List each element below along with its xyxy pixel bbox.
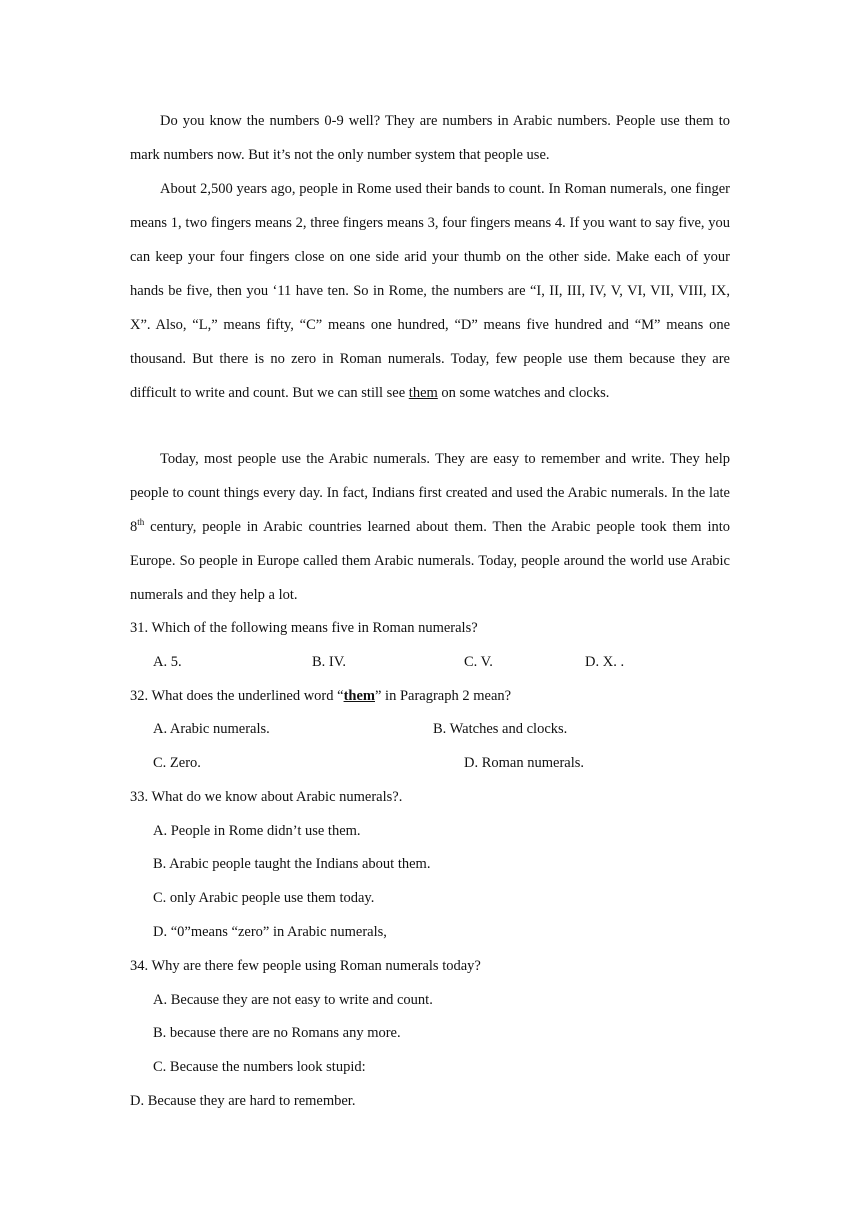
- question-31-stem: 31. Which of the following means five in Roman numerals?: [130, 620, 478, 636]
- question-31-option-a[interactable]: A. 5.: [153, 654, 182, 670]
- passage-paragraph-1: Do you know the numbers 0-9 well? They are numbers in Arabic numbers. People use them to mark numbers now. But it’s not the only number system that people use.: [130, 113, 730, 163]
- question-33-option-c[interactable]: C. only Arabic people use them today.: [153, 890, 375, 906]
- question-33-stem: 33. What do we know about Arabic numerals?.: [130, 789, 403, 805]
- paragraph-3-text: Today, most people use the Arabic numerals. They are easy to remember and write. They help people to count things every day. In fact, Indians first created and used the Arabic numerals. In the late 8: [130, 451, 730, 535]
- question-32-stem: 32. What does the underlined word “them” in Paragraph 2 mean?: [130, 688, 512, 704]
- question-33-option-a[interactable]: A. People in Rome didn’t use them.: [153, 823, 361, 839]
- paragraph-2-text: About 2,500 years ago, people in Rome used their bands to count. In Roman numerals, one finger means 1, two fingers means 2, three fingers means 3, four fingers means 4. If you want to say five, you can keep your four fingers close on one side arid your thumb on the other side. Make each of your hands be five, then you ‘11 have ten. So in Rome, the numbers are “I, II, III, IV, V, VI, VII, VIII, IX, X”. Also, “L,” means fifty, “C” means one hundred, “D” means five hundred and “M” means one thousand. But there is no zero in Roman numerals. Today, few people use them because they are difficult to write and count. But we can still see: [130, 181, 730, 401]
- question-34-option-b[interactable]: B. because there are no Romans any more.: [153, 1025, 401, 1041]
- underlined-bold-them: them: [343, 688, 375, 704]
- paragraph-3-ending: century, people in Arabic countries learned about them. Then the Arabic people took them into Europe. So people in Europe called them Arabic numerals. Today, people around the world use Arabic numerals and they help a lot.: [130, 519, 730, 603]
- question-33-option-d[interactable]: D. “0”means “zero” in Arabic numerals,: [153, 924, 387, 940]
- passage-paragraph-2: [130, 172, 730, 410]
- superscript-th: th: [137, 517, 145, 528]
- question-31-option-b[interactable]: B. IV.: [312, 654, 346, 670]
- question-34-option-d[interactable]: D. Because they are hard to remember.: [130, 1093, 356, 1109]
- question-32-option-d[interactable]: D. Roman numerals.: [464, 755, 585, 771]
- underlined-word-them: them: [408, 385, 438, 401]
- paragraph-2-ending: on some watches and clocks.: [441, 385, 610, 401]
- question-32-option-a[interactable]: A. Arabic numerals.: [153, 721, 270, 737]
- question-31-option-d[interactable]: D. X. .: [585, 654, 625, 670]
- question-33-option-b[interactable]: B. Arabic people taught the Indians about them.: [153, 856, 431, 872]
- question-34-option-a[interactable]: A. Because they are not easy to write and count.: [153, 992, 433, 1008]
- passage-paragraph-3: [130, 442, 730, 612]
- question-31-option-c[interactable]: C. V.: [464, 654, 493, 670]
- question-34-stem: 34. Why are there few people using Roman numerals today?: [130, 958, 481, 974]
- question-34-option-c[interactable]: C. Because the numbers look stupid:: [153, 1059, 366, 1075]
- question-32-option-b[interactable]: B. Watches and clocks.: [433, 721, 568, 737]
- question-32-option-c[interactable]: C. Zero.: [153, 755, 201, 771]
